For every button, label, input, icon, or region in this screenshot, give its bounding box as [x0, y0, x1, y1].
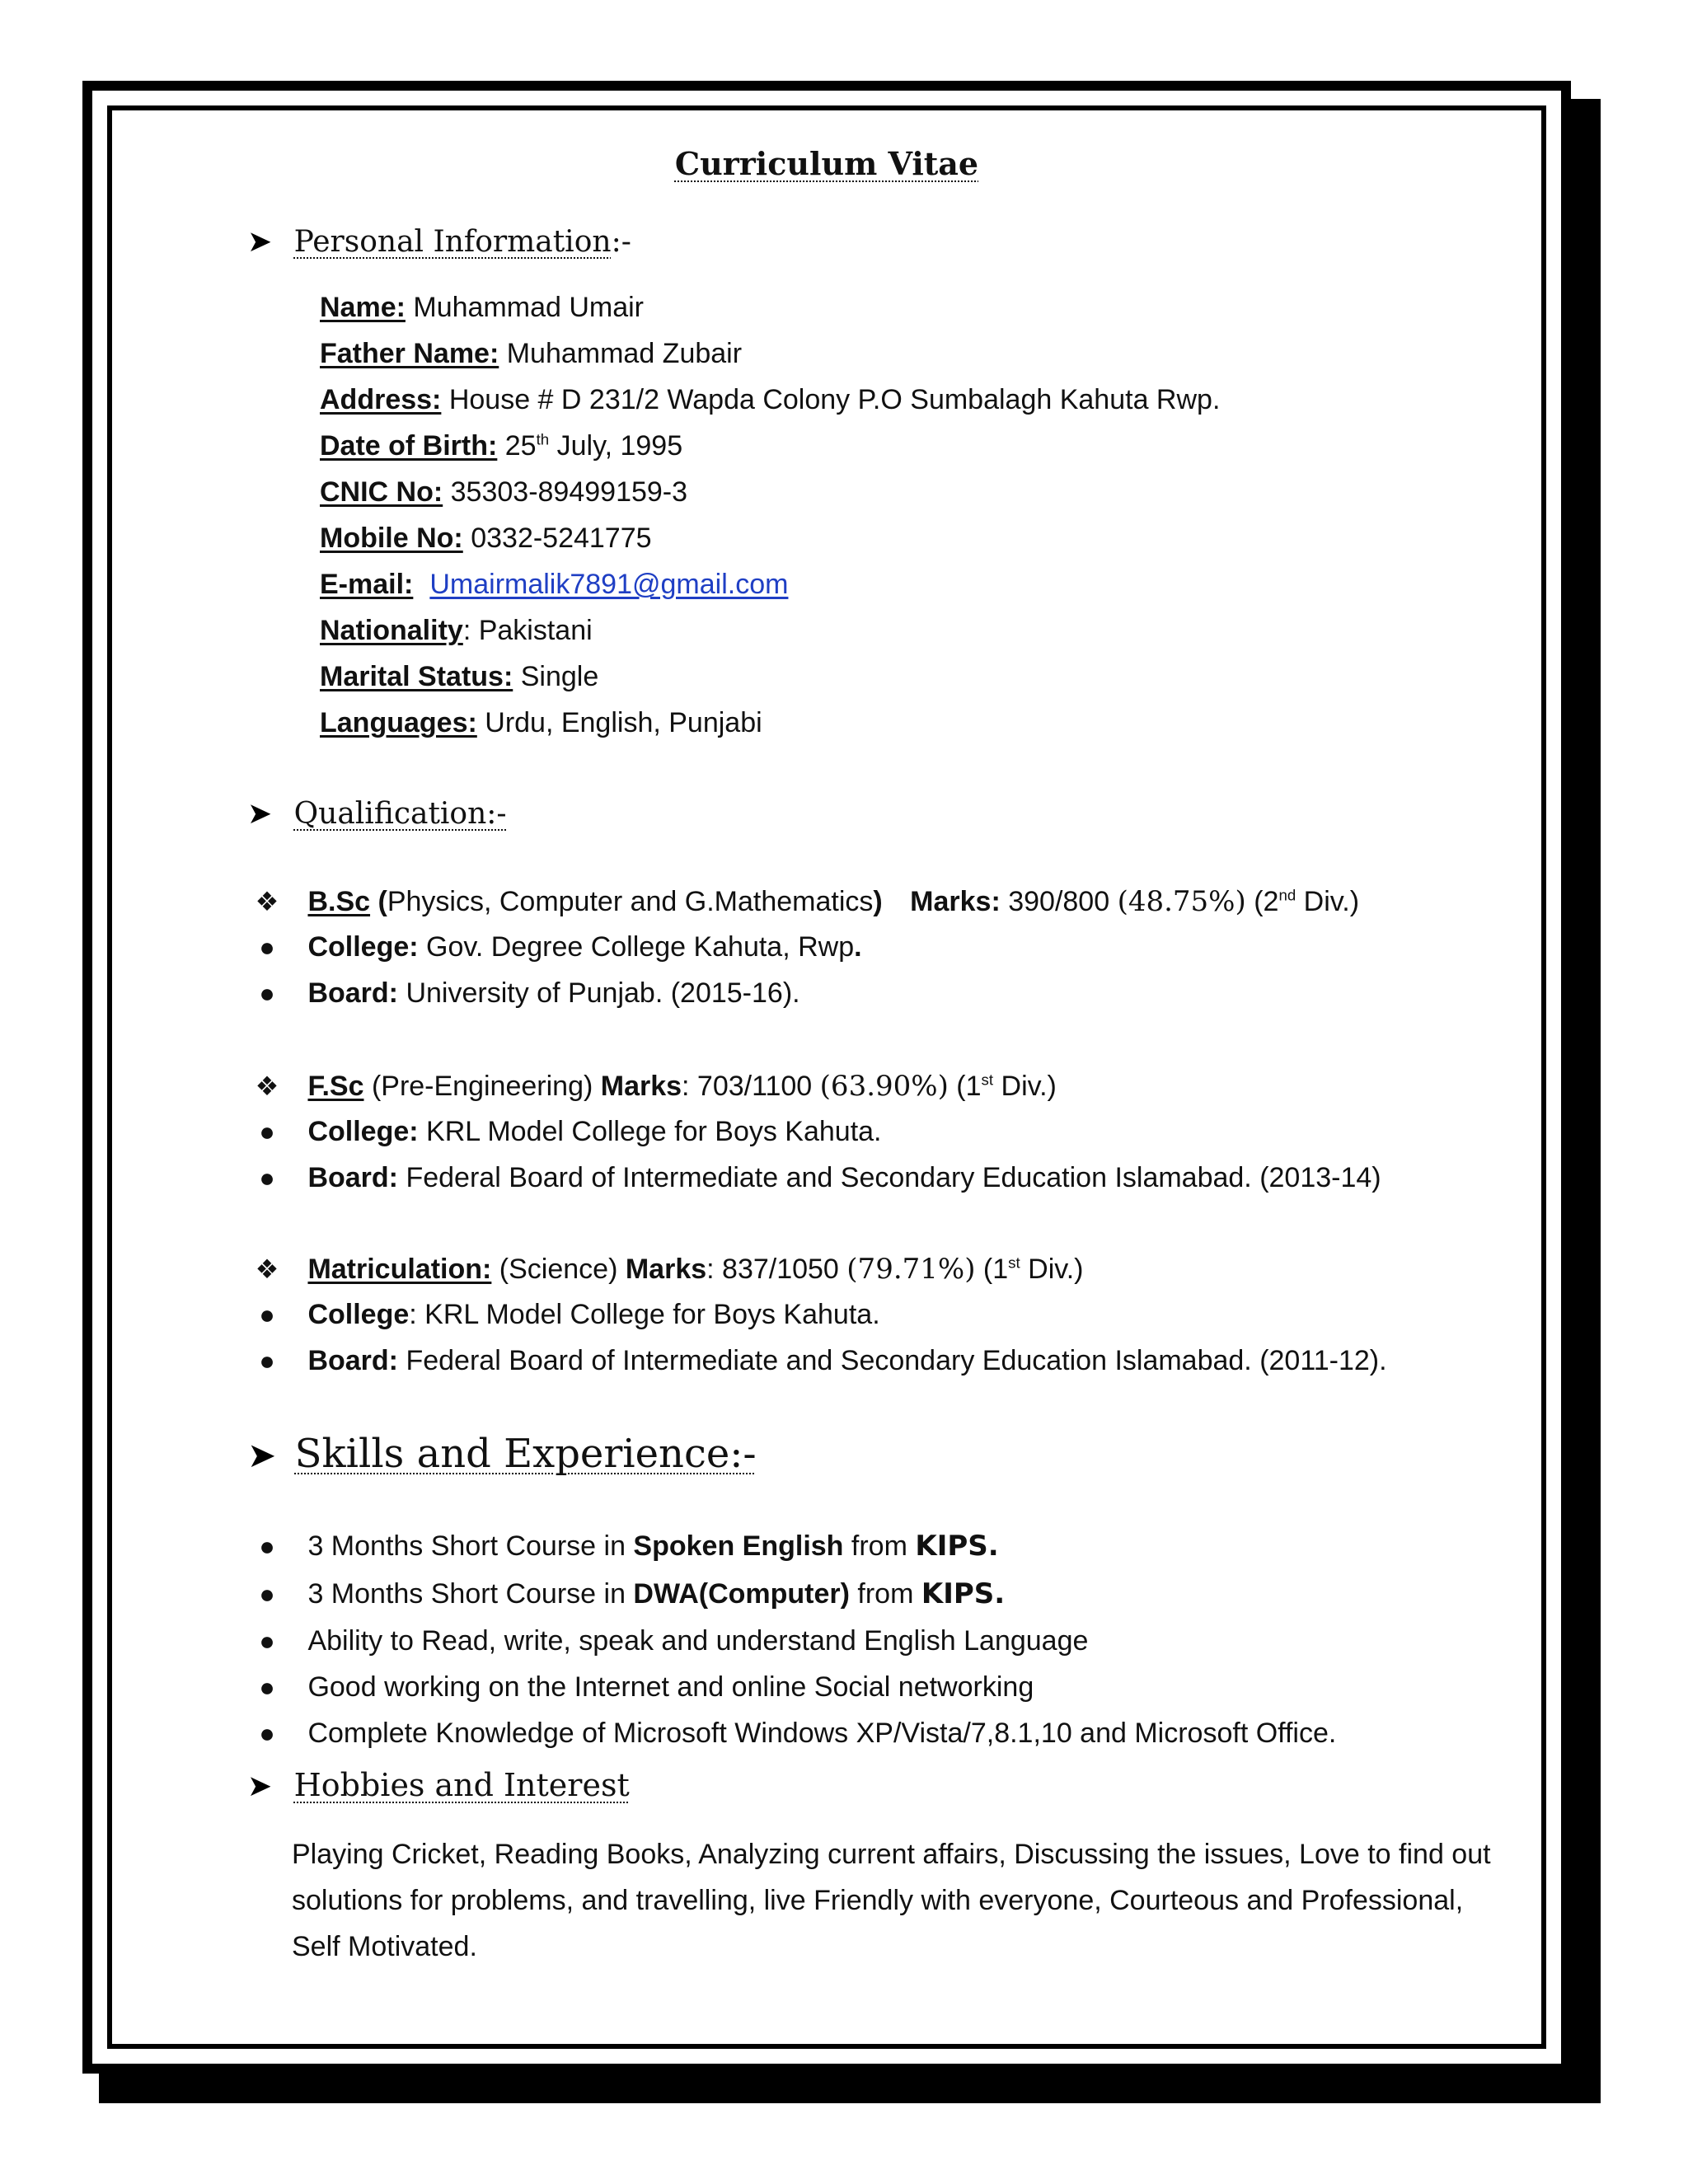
diamond-bullet-icon: ❖ [255, 1071, 279, 1101]
college-label: College [307, 1299, 410, 1330]
paren-close: ) [873, 886, 883, 917]
fsc-college-row [251, 1116, 882, 1148]
division-rest: Div.) [993, 1071, 1057, 1102]
personal-heading-row [247, 224, 631, 259]
info-label: Marital Status: [320, 661, 513, 692]
info-value: Urdu, English, Punjabi [476, 707, 762, 738]
info-value: 0332-5241775 [462, 523, 652, 554]
info-value-rest: July, 1995 [549, 430, 683, 462]
marks-label: Marks [625, 1254, 707, 1285]
info-label: Address: [320, 384, 442, 415]
info-label: Nationality [320, 615, 463, 646]
marks-value: : 837/1050 [706, 1254, 847, 1285]
marks-percent: (63.90%) [819, 1070, 949, 1103]
info-value-sup: th [536, 430, 550, 448]
skill-bold-org: KIPS. [915, 1530, 999, 1563]
skill-text-mid: from [849, 1578, 921, 1610]
skills-heading: Skills and Experience:- [294, 1431, 757, 1477]
skill-text: Complete Knowledge of Microsoft Windows XP/Vista/7,8.1,10 and Microsoft Office. [307, 1718, 1337, 1749]
college-value: KRL Model College for Boys Kahuta. [418, 1116, 882, 1147]
dot-bullet-icon: ● [259, 1718, 275, 1748]
degree-subjects: Physics, Computer and G.Mathematics [387, 886, 874, 917]
page-frame-inner [107, 105, 1546, 2049]
info-value: House # D 231/2 Wapda Colony P.O Sumbalagh Kahuta Rwp. [441, 384, 1221, 415]
info-value: Muhammad Zubair [499, 338, 743, 369]
info-name [320, 292, 644, 324]
info-value: Muhammad Umair [405, 292, 645, 323]
info-label: Name: [320, 292, 406, 323]
dot-bullet-icon: ● [259, 1626, 275, 1656]
diamond-bullet-icon: ❖ [255, 887, 279, 916]
board-value: University of Punjab. (2015-16). [398, 977, 800, 1009]
paren-open: ( [370, 886, 387, 917]
info-father-name [320, 338, 742, 370]
info-label: CNIC No: [320, 476, 443, 508]
info-marital-status [320, 661, 598, 693]
marks-value: : 703/1100 [682, 1071, 820, 1102]
degree-name: F.Sc [307, 1071, 364, 1102]
skill-item [251, 1671, 1034, 1704]
dot-bullet-icon: ● [259, 1531, 275, 1561]
info-value: Single [513, 661, 599, 692]
info-label: Date of Birth: [320, 430, 498, 462]
skill-item [251, 1718, 1336, 1750]
info-label: E-mail: [320, 569, 414, 600]
skill-bold: Spoken English [633, 1530, 844, 1562]
dot-bullet-icon: ● [259, 1117, 275, 1146]
division: (1 [975, 1254, 1009, 1285]
info-value: : Pakistani [462, 615, 593, 646]
qualification-heading: Qualification:- [293, 797, 507, 831]
page-title: Curriculum Vitae [674, 145, 979, 182]
info-label: Mobile No: [320, 523, 463, 554]
skill-item [251, 1530, 999, 1563]
board-value: Federal Board of Intermediate and Secondary Education Islamabad. (2011-12). [398, 1345, 1387, 1376]
skill-item [251, 1625, 1088, 1657]
matric-board-row [251, 1345, 1387, 1377]
degree-subjects: (Pre-Engineering) [363, 1071, 601, 1102]
cv-content [112, 110, 1541, 2044]
info-nationality [320, 615, 593, 647]
page-frame-outer [82, 81, 1571, 2074]
division: (2 [1245, 886, 1279, 917]
board-label: Board: [307, 977, 399, 1009]
bsc-board-row [251, 977, 800, 1010]
dot-bullet-icon: ● [259, 978, 275, 1008]
division: (1 [948, 1071, 982, 1102]
info-address [320, 384, 1220, 416]
skill-text: 3 Months Short Course in [307, 1578, 634, 1610]
skill-text: Ability to Read, write, speak and understand English Language [307, 1625, 1089, 1657]
personal-heading: Personal Information [293, 225, 612, 259]
dot-bullet-icon: ● [259, 1163, 275, 1193]
skill-item [251, 1577, 1005, 1610]
info-mobile [320, 523, 652, 555]
skill-text-mid: from [843, 1530, 916, 1562]
matric-row [251, 1253, 1084, 1286]
board-label: Board: [307, 1162, 399, 1193]
hobbies-heading: Hobbies and Interest [293, 1767, 630, 1803]
college-value: Gov. Degree College Kahuta, Rwp [418, 931, 855, 963]
arrow-bullet-icon: ➤ [247, 1436, 277, 1474]
info-label: Languages: [320, 707, 477, 738]
info-value: 35303-89499159-3 [443, 476, 688, 508]
dot-bullet-icon: ● [259, 932, 275, 962]
info-languages [320, 707, 762, 739]
board-label: Board: [307, 1345, 399, 1376]
college-label: College: [307, 931, 419, 963]
college-value: : KRL Model College for Boys Kahuta. [409, 1299, 880, 1330]
email-link[interactable]: Umairmalik7891@gmail.com [429, 569, 789, 600]
info-cnic [320, 476, 687, 509]
degree-subjects: (Science) [491, 1254, 626, 1285]
hobbies-heading-row [247, 1767, 630, 1803]
skills-heading-row [247, 1431, 757, 1477]
dot-bullet-icon: ● [259, 1346, 275, 1376]
fsc-row [251, 1070, 1057, 1103]
arrow-bullet-icon: ➤ [247, 1769, 273, 1802]
info-date-of-birth [320, 430, 682, 462]
arrow-bullet-icon: ➤ [247, 796, 273, 830]
marks-percent: (48.75%) [1117, 885, 1246, 918]
info-value: 25 [497, 430, 537, 462]
qualification-heading-row [247, 796, 507, 831]
division-sup: st [981, 1071, 994, 1089]
college-end: . [854, 931, 862, 963]
fsc-board-row [251, 1162, 1381, 1194]
bsc-college-row [251, 931, 862, 963]
dot-bullet-icon: ● [259, 1300, 275, 1329]
info-label: Father Name: [320, 338, 499, 369]
diamond-bullet-icon: ❖ [255, 1254, 279, 1284]
marks-label: Marks: [910, 886, 1001, 917]
info-email [320, 569, 788, 601]
personal-heading-suffix: :- [611, 225, 631, 259]
dot-bullet-icon: ● [259, 1672, 275, 1702]
degree-name: Matriculation: [307, 1254, 492, 1285]
skill-bold-org: KIPS. [921, 1577, 1006, 1610]
dot-bullet-icon: ● [259, 1579, 275, 1609]
skill-text: 3 Months Short Course in [307, 1530, 634, 1562]
skill-bold: DWA(Computer) [633, 1578, 850, 1610]
skill-text: Good working on the Internet and online Social networking [307, 1671, 1034, 1703]
hobbies-text: Playing Cricket, Reading Books, Analyzing current affairs, Discussing the issues, Love to find out solutions for problems, and travelling, live Friendly with everyone, Courteous and Professional, Self Motivated. [292, 1839, 1491, 1962]
matric-college-row [251, 1299, 880, 1331]
division-rest: Div.) [1296, 886, 1360, 917]
bsc-row [251, 885, 1359, 918]
marks-label: Marks [600, 1071, 682, 1102]
marks-value: 390/800 [1000, 886, 1118, 917]
division-sup: st [1008, 1254, 1020, 1272]
board-value: Federal Board of Intermediate and Secondary Education Islamabad. (2013-14) [398, 1162, 1381, 1193]
arrow-bullet-icon: ➤ [247, 224, 273, 258]
division-rest: Div.) [1020, 1254, 1084, 1285]
division-sup: nd [1278, 886, 1296, 904]
degree-name: B.Sc [307, 886, 371, 917]
marks-percent: (79.71%) [846, 1253, 976, 1286]
college-label: College: [307, 1116, 419, 1147]
